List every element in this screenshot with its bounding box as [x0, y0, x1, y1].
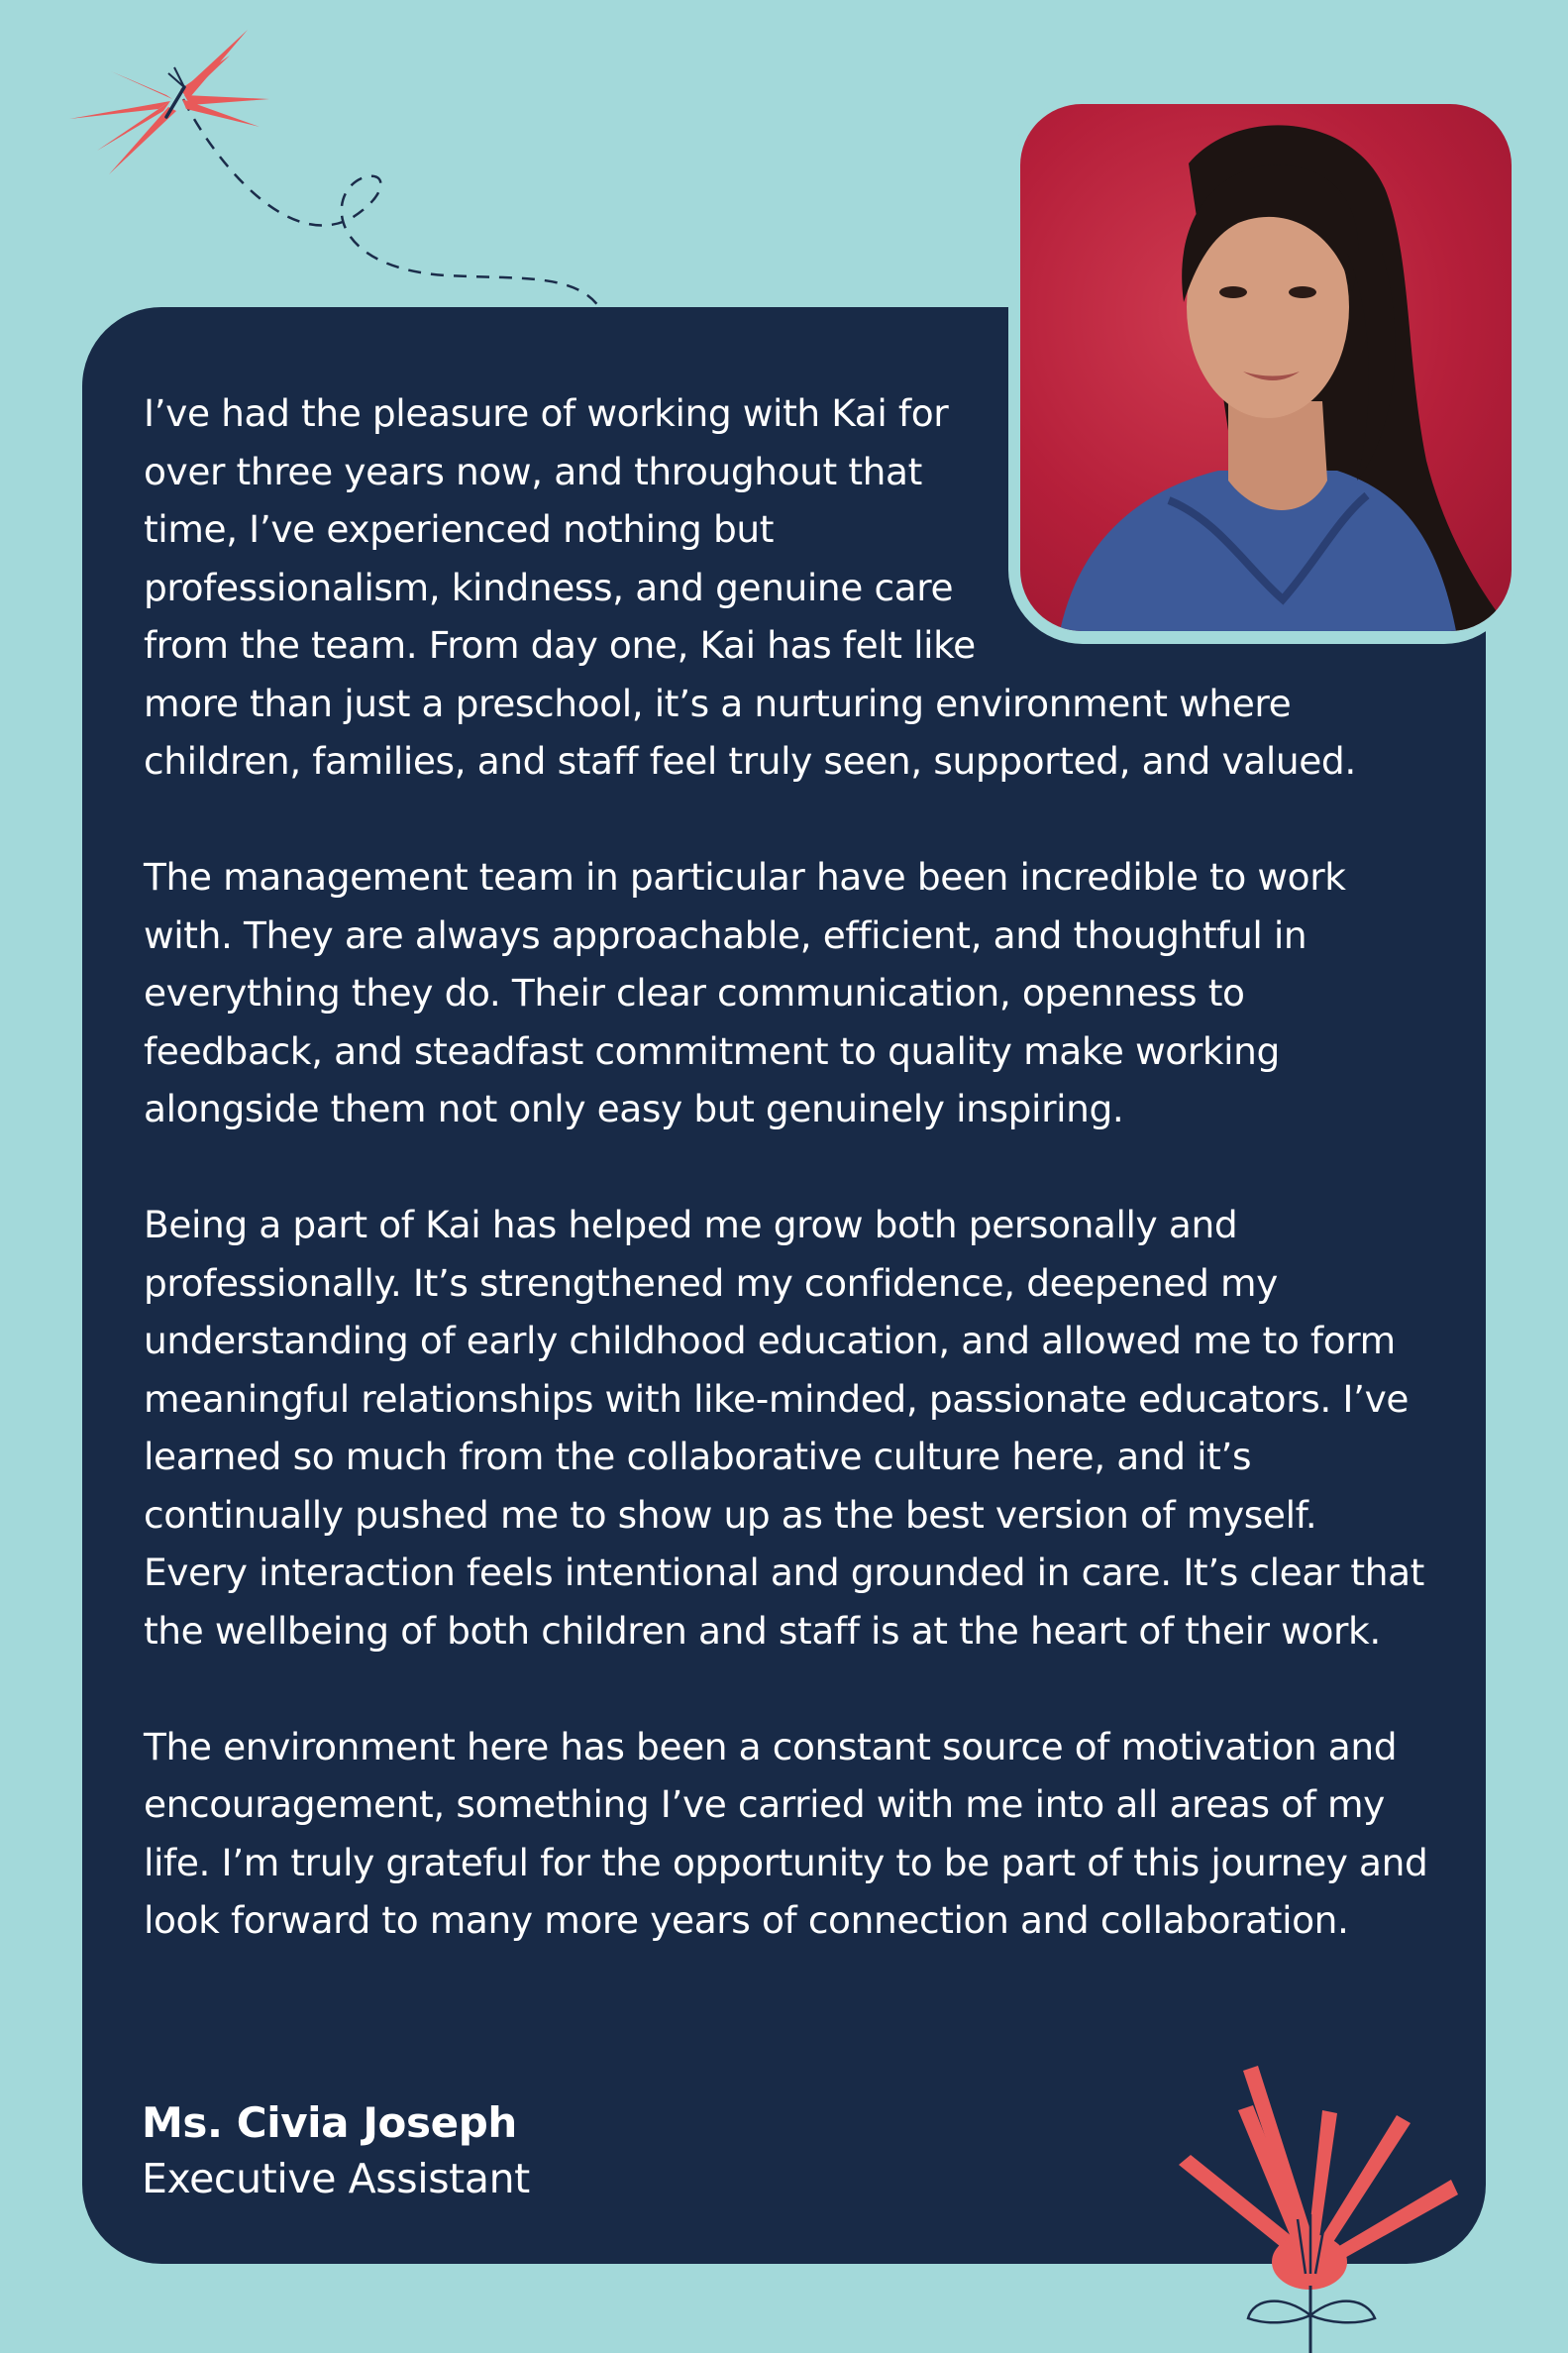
butterfly-icon [0, 0, 634, 327]
paragraph-1: I’ve had the pleasure of working with Kai for over three years now, and throughout that time, I’ve experienced nothing but professionalism, kindness, and genuine care from the team. From day one, Kai has felt like more than just a preschool, it’s a nurturing environment where children, families, and staff feel truly seen, supported, and valued. [144, 391, 1356, 783]
flower-icon [1159, 2056, 1476, 2353]
paragraph-2: The management team in particular have been incredible to work with. They are always approachable, efficient, and thoughtful in everything they do. Their clear communication, openness to feedback, and steadfast commitment to quality make working alongside them not only easy but genuinely inspiring. [144, 855, 1346, 1130]
author-title: Executive Assistant [142, 2155, 530, 2202]
paragraph-3: Being a part of Kai has helped me grow both personally and professionally. It’s strengthened my confidence, deepened my understanding of early childhood education, and allowed me to form meaningful relationships with like-minded, passionate educators. I’ve learned so much from the collaborative culture here, and it’s continually pushed me to show up as the best version of myself. Every interaction feels intentional and grounded in care. It’s clear that the wellbeing of both children and staff is at the heart of their work. [144, 1203, 1424, 1653]
author-name: Ms. Civia Joseph [142, 2098, 517, 2147]
paragraph-4: The environment here has been a constant source of motivation and encouragement, something I’ve carried with me into all areas of my life. I’m truly grateful for the opportunity to be part of this journey and look forward to many more years of connection and collaboration. [144, 1724, 1428, 1942]
testimonial-text [144, 384, 1431, 2007]
